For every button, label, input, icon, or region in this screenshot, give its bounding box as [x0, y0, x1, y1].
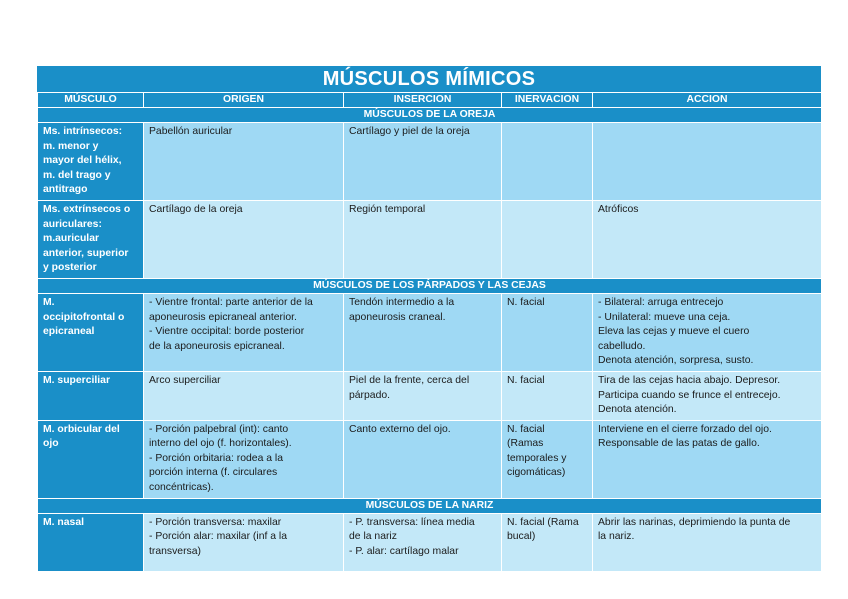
- cell-accion: [593, 200, 822, 278]
- cell-line: N. facial: [507, 374, 545, 386]
- table-row: [38, 420, 822, 498]
- cell-line: aponeurosis craneal.: [349, 311, 446, 323]
- cell-line: (Ramas: [507, 438, 544, 450]
- cell-line: de la nariz: [349, 531, 397, 543]
- table-row: [38, 123, 822, 201]
- cell-line: - Porción orbitaria: rodea a la: [149, 452, 283, 464]
- cell-line: - P. transversa: línea media: [349, 516, 475, 528]
- cell-line: Ms. extrínsecos o: [43, 203, 131, 215]
- table-row: [38, 200, 822, 278]
- cell-line: Pabellón auricular: [149, 126, 233, 137]
- cell-line: ojo: [43, 438, 59, 450]
- cell-line: párpado.: [349, 389, 391, 401]
- cell-inervacion: [502, 420, 593, 498]
- cell-line: M. superciliar: [43, 374, 110, 386]
- cell-line: N. facial (Rama: [507, 516, 579, 528]
- cell-origen: [144, 371, 344, 420]
- cell-line: interno del ojo (f. horizontales).: [149, 438, 292, 450]
- cell-insercion: [344, 371, 502, 420]
- table-body: [38, 108, 822, 572]
- cell-line: - P. alar: cartílago malar: [349, 545, 459, 557]
- cell-line: Cartílago de la oreja: [149, 203, 243, 215]
- cell-line: - Porción palpebral (int): canto: [149, 423, 289, 435]
- cell-line: M. orbicular del: [43, 423, 120, 435]
- cell-origen: [144, 200, 344, 278]
- cell-line: Piel de la frente, cerca del: [349, 374, 470, 386]
- cell-inervacion: [502, 371, 593, 420]
- cell-muscle: [38, 420, 144, 498]
- cell-line: Atróficos: [598, 203, 639, 215]
- cell-line: y posterior: [43, 262, 97, 274]
- cell-line: - Vientre occipital: borde posterior: [149, 326, 305, 338]
- cell-line: Abrir las narinas, deprimiendo la punta de: [598, 516, 791, 528]
- cell-line: temporales y: [507, 452, 567, 464]
- cell-muscle: [38, 293, 144, 371]
- cell-line: la nariz.: [598, 531, 635, 543]
- cell-line: occipitofrontal o: [43, 311, 125, 323]
- cell-insercion: [344, 123, 502, 201]
- cell-line: m. menor y: [43, 140, 99, 152]
- cell-insercion: [344, 293, 502, 371]
- section-title: MÚSCULOS DE LA OREJA: [38, 108, 822, 123]
- cell-origen: [144, 420, 344, 498]
- cell-muscle: [38, 371, 144, 420]
- header-inervacion: INERVACION: [502, 93, 593, 108]
- cell-line: porción interna (f. circulares: [149, 467, 278, 479]
- cell-inervacion: [502, 293, 593, 371]
- table-row: [38, 293, 822, 371]
- cell-line: - Bilateral: arruga entrecejo: [598, 296, 724, 308]
- cell-line: bucal): [507, 531, 536, 543]
- section-title: MÚSCULOS DE LA NARIZ: [38, 498, 822, 513]
- cell-line: cabelludo.: [598, 340, 646, 352]
- cell-accion: [593, 123, 822, 201]
- cell-line: Responsable de las patas de gallo.: [598, 438, 760, 450]
- cell-line: concéntricas).: [149, 482, 214, 494]
- cell-accion: [593, 420, 822, 498]
- cell-line: Ms. intrínsecos:: [43, 126, 123, 137]
- cell-line: anterior, superior: [43, 247, 129, 259]
- cell-accion: [593, 513, 822, 571]
- muscles-sheet: [37, 66, 821, 572]
- header-row: [38, 93, 822, 108]
- section-row: [38, 278, 822, 293]
- header-origen: ORIGEN: [144, 93, 344, 108]
- cell-line: M.: [43, 296, 55, 308]
- cell-accion: [593, 293, 822, 371]
- cell-line: Cartílago y piel de la oreja: [349, 126, 470, 137]
- cell-line: Participa cuando se frunce el entrecejo.: [598, 389, 781, 401]
- cell-line: Interviene en el cierre forzado del ojo.: [598, 423, 772, 435]
- cell-line: N. facial: [507, 296, 545, 308]
- cell-line: m. del trago y: [43, 169, 111, 181]
- muscles-table: [37, 92, 822, 572]
- cell-line: Canto externo del ojo.: [349, 423, 451, 435]
- header-accion: ACCION: [593, 93, 822, 108]
- cell-line: Arco superciliar: [149, 374, 221, 386]
- cell-line: Región temporal: [349, 203, 426, 215]
- cell-accion: [593, 371, 822, 420]
- cell-line: epicraneal: [43, 326, 95, 338]
- cell-line: M. nasal: [43, 516, 84, 528]
- sheet-title: MÚSCULOS MÍMICOS: [37, 66, 821, 92]
- cell-muscle: [38, 200, 144, 278]
- cell-muscle: [38, 123, 144, 201]
- cell-inervacion: [502, 123, 593, 201]
- section-row: [38, 108, 822, 123]
- cell-line: N. facial: [507, 423, 545, 435]
- cell-insercion: [344, 420, 502, 498]
- header-musculo: MÚSCULO: [38, 93, 144, 108]
- cell-line: - Porción transversa: maxilar: [149, 516, 282, 528]
- table-row: [38, 513, 822, 571]
- cell-line: de la aponeurosis epicraneal.: [149, 340, 285, 352]
- cell-line: cigomáticas): [507, 467, 566, 479]
- cell-line: Denota atención.: [598, 404, 677, 416]
- cell-insercion: [344, 513, 502, 571]
- cell-origen: [144, 513, 344, 571]
- cell-line: Tira de las cejas hacia abajo. Depresor.: [598, 374, 781, 386]
- cell-line: transversa): [149, 545, 201, 557]
- cell-muscle: [38, 513, 144, 571]
- section-row: [38, 498, 822, 513]
- cell-insercion: [344, 200, 502, 278]
- cell-line: - Porción alar: maxilar (inf a la: [149, 531, 288, 543]
- cell-origen: [144, 123, 344, 201]
- header-insercion: INSERCION: [344, 93, 502, 108]
- cell-line: auriculares:: [43, 218, 102, 230]
- cell-line: m.auricular: [43, 233, 100, 245]
- cell-line: Eleva las cejas y mueve el cuero: [598, 326, 750, 338]
- cell-inervacion: [502, 200, 593, 278]
- cell-origen: [144, 293, 344, 371]
- cell-line: - Unilateral: mueve una ceja.: [598, 311, 731, 323]
- cell-line: mayor del hélix,: [43, 155, 122, 167]
- cell-line: Denota atención, sorpresa, susto.: [598, 355, 754, 367]
- cell-line: Tendón intermedio a la: [349, 296, 455, 308]
- cell-line: antitrago: [43, 184, 88, 196]
- cell-line: aponeurosis epicraneal anterior.: [149, 311, 297, 323]
- section-title: MÚSCULOS DE LOS PÁRPADOS Y LAS CEJAS: [38, 278, 822, 293]
- cell-inervacion: [502, 513, 593, 571]
- cell-line: - Vientre frontal: parte anterior de la: [149, 296, 313, 308]
- table-row: [38, 371, 822, 420]
